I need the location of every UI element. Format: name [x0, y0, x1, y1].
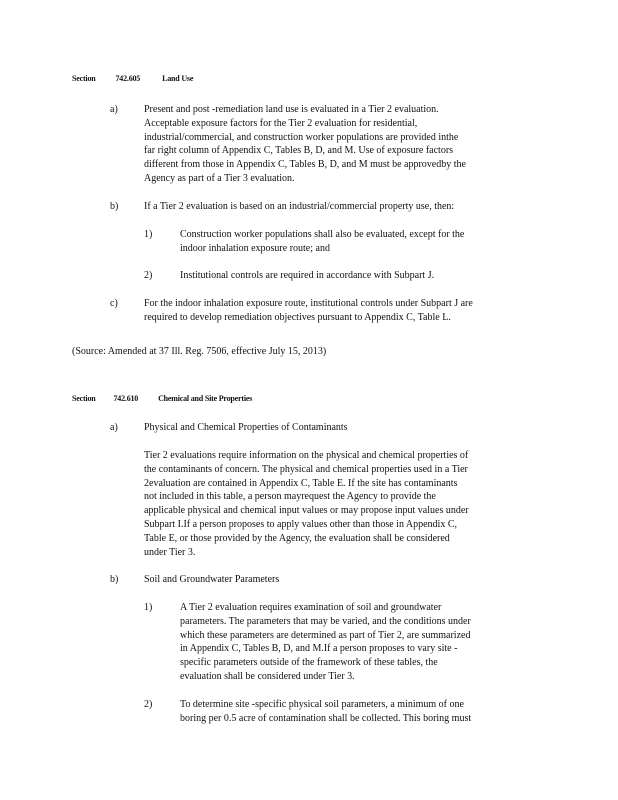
- section-number: 742.610: [113, 394, 139, 403]
- text-line: under Tier 3.: [144, 546, 196, 558]
- subitem-label: 1): [144, 229, 153, 240]
- source-note: (Source: Amended at 37 Ill. Reg. 7506, effective July 15, 2013): [72, 346, 327, 357]
- item-label: b): [110, 201, 119, 212]
- text-line: specific parameters outside of the framework of these tables, the: [180, 657, 438, 669]
- subsection-heading: Physical and Chemical Properties of Contaminants: [144, 422, 348, 433]
- subsection-heading: Soil and Groundwater Parameters: [144, 574, 280, 585]
- text-line: Table E, or those provided by the Agency, the evaluation shall be considered: [144, 532, 450, 544]
- section-title: Land Use: [162, 74, 194, 83]
- text-line: far right column of Appendix C, Tables B, D, and M. Use of exposure factors: [144, 145, 454, 157]
- text-line: industrial/commercial, and construction worker populations are provided inthe: [144, 131, 459, 143]
- section-word: Section: [72, 394, 96, 403]
- text-line: indoor inhalation exposure route; and: [180, 242, 330, 254]
- text-line: Institutional controls are required in accordance with Subpart J.: [180, 270, 435, 281]
- text-line: evaluation shall be considered under Tier 3.: [180, 670, 355, 682]
- text-line: 2evaluation are contained in Appendix C, Table E. If the site has contaminants: [144, 477, 458, 489]
- text-line: Present and post -remediation land use is evaluated in a Tier 2 evaluation.: [144, 104, 439, 115]
- text-line: Acceptable exposure factors for the Tier 2 evaluation for residential,: [144, 117, 418, 129]
- section-heading: [72, 394, 252, 404]
- text-line: Subpart I.If a person proposes to apply values other than those in Appendix C,: [144, 518, 457, 530]
- paragraph: [144, 103, 466, 186]
- text-line: in Appendix C, Tables B, D, and M.If a person proposes to vary site -: [180, 643, 458, 655]
- text-line: different from those in Appendix C, Tables B, D, and M must be approvedby the: [144, 159, 466, 171]
- text-line: If a Tier 2 evaluation is based on an industrial/commercial property use, then:: [144, 201, 455, 212]
- section-number: 742.605: [115, 74, 141, 83]
- text-line: Tier 2 evaluations require information on the physical and chemical properties of: [144, 450, 469, 461]
- text-line: For the indoor inhalation exposure route, institutional controls under Subpart J are: [144, 298, 473, 309]
- text-line: Agency as part of a Tier 3 evaluation.: [144, 172, 295, 184]
- paragraph: [180, 269, 434, 283]
- text-line: required to develop remediation objectives pursuant to Appendix C, Table L.: [144, 311, 451, 323]
- item-label: b): [110, 574, 119, 585]
- section-heading: [72, 74, 193, 84]
- subitem-label: 1): [144, 602, 153, 613]
- text-line: Construction worker populations shall also be evaluated, except for the: [180, 229, 465, 240]
- text-line: not included in this table, a person mayrequest the Agency to provide the: [144, 491, 436, 503]
- paragraph: [144, 297, 473, 325]
- paragraph: [180, 601, 471, 684]
- subitem-label: 2): [144, 270, 153, 281]
- paragraph: [180, 698, 471, 726]
- text-line: boring per 0.5 acre of contamination shall be collected. This boring must: [180, 712, 472, 724]
- paragraph: [144, 200, 454, 214]
- paragraph: [180, 228, 464, 256]
- section-title: Chemical and Site Properties: [158, 394, 253, 403]
- text-line: parameters. The parameters that may be varied, and the conditions under: [180, 615, 471, 627]
- text-line: A Tier 2 evaluation requires examination of soil and groundwater: [180, 602, 442, 613]
- item-label: a): [110, 422, 118, 433]
- text-line: the contaminants of concern. The physical and chemical properties used in a Tier: [144, 463, 468, 475]
- item-label: c): [110, 298, 118, 309]
- text-line: which these parameters are determined as part of Tier 2, are summarized: [180, 629, 471, 641]
- section-word: Section: [72, 74, 96, 83]
- item-label: a): [110, 104, 118, 115]
- subitem-label: 2): [144, 699, 153, 710]
- text-line: applicable physical and chemical input values or may propose input values under: [144, 505, 469, 517]
- text-line: To determine site -specific physical soil parameters, a minimum of one: [180, 699, 464, 710]
- paragraph: [144, 449, 469, 559]
